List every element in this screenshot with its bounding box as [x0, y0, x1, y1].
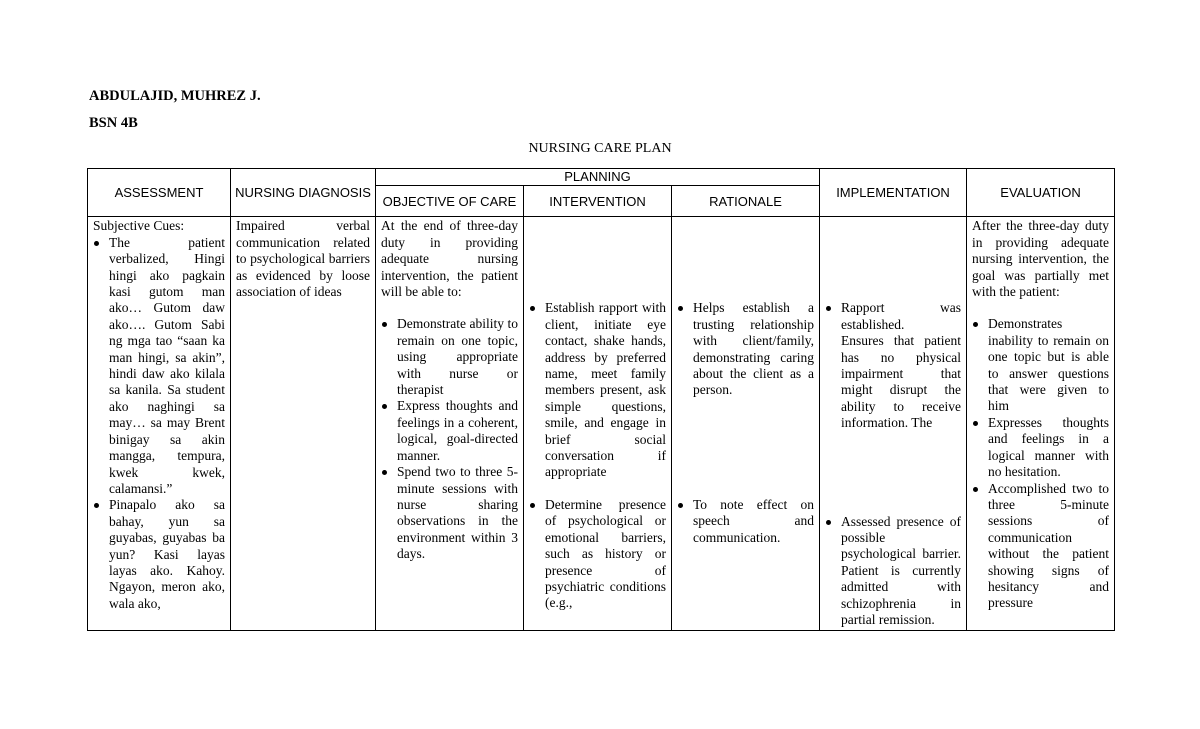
list-item: Helps establish a trusting relationship with client/family, demonstrating caring about the client as a person. — [677, 300, 814, 398]
list-item: Establish rapport with client, initiate eye contact, shake hands, address by preferred name, meet family members present, ask simple questions, smile, and engage in brief social conversation if appropriate — [529, 300, 666, 480]
list-item: Spend two to three 5-minute sessions with nurse sharing observations in the environment within 3 days. — [381, 464, 518, 562]
col-header-rationale: RATIONALE — [672, 186, 820, 217]
document-title: NURSING CARE PLAN — [528, 141, 672, 156]
list-item: Accomplished two to three 5-minute sessions of communication without the patient showing signs of hesitancy and pressure — [972, 481, 1109, 612]
list-item: Assessed presence of possible psychological barrier. Patient is currently admitted with schizophrenia in partial remission. — [825, 514, 961, 629]
implementation-cell — [820, 217, 967, 630]
evaluation-intro: After the three-day duty in providing adequate nursing intervention, the goal was partially met with the patient: — [972, 218, 1110, 300]
list-item: Determine presence of psychological or emotional barriers, such as history or presence of psychiatric conditions (e.g., — [529, 497, 666, 612]
objective-intro: At the end of three-day duty in providing adequate nursing intervention, the patient will be able to: — [381, 218, 518, 300]
list-item: Demonstrates inability to remain on one topic but is able to answer questions that were given to him — [972, 316, 1109, 414]
list-item: Expresses thoughts and feelings in a logical manner with no hesitation. — [972, 415, 1109, 481]
assessment-cell — [88, 217, 231, 630]
col-header-diagnosis: NURSING DIAGNOSIS — [231, 169, 376, 217]
diagnosis-cell — [231, 217, 376, 630]
intervention-cell — [524, 217, 672, 630]
implementation-continuation: Ensures that patient has no physical impairment that might disrupt the ability to receive information. The — [841, 333, 962, 431]
col-header-evaluation: EVALUATION — [967, 169, 1115, 217]
assessment-heading: Subjective Cues: — [93, 218, 185, 234]
col-header-assessment: ASSESSMENT — [88, 169, 231, 217]
diagnosis-text: Impaired verbal communication related to psychological barriers as evidenced by loose association of ideas — [236, 218, 370, 300]
student-name: ABDULAJID, MUHREZ J. — [89, 88, 261, 104]
nursing-care-plan-table — [87, 168, 1115, 631]
list-item: Rapport was established. — [825, 300, 961, 333]
list-item: Express thoughts and feelings in a coherent, logical, goal-directed manner. — [381, 398, 518, 464]
list-item: The patient verbalized, Hingi hingi ako pagkain kasi gutom man ako… Gutom daw ako…. Gutom Sabi ng mga tao “saan ka man hingi, sa akin”, hindi daw ako kilala sa kanila. Sa student ako naghingi sa may… sa may Brent binigay sa akin mangga, tempura, kwek kwek, calamansi.” — [93, 235, 225, 498]
rationale-cell — [672, 217, 820, 630]
objective-cell — [376, 217, 524, 630]
list-item: Pinapalo ako sa bahay, yun sa guyabas, guyabas ba yun? Kasi layas layas ako. Kahoy. Ngayon, meron ako, wala ako, — [93, 497, 225, 612]
student-section: BSN 4B — [89, 115, 138, 131]
col-header-objective: OBJECTIVE OF CARE — [376, 186, 524, 217]
evaluation-cell — [967, 217, 1115, 630]
list-item: Demonstrate ability to remain on one topic, using appropriate with nurse or therapist — [381, 316, 518, 398]
col-header-implementation: IMPLEMENTATION — [820, 169, 967, 217]
list-item: To note effect on speech and communication. — [677, 497, 814, 546]
col-header-intervention: INTERVENTION — [524, 186, 672, 217]
col-header-planning: PLANNING — [376, 169, 820, 186]
